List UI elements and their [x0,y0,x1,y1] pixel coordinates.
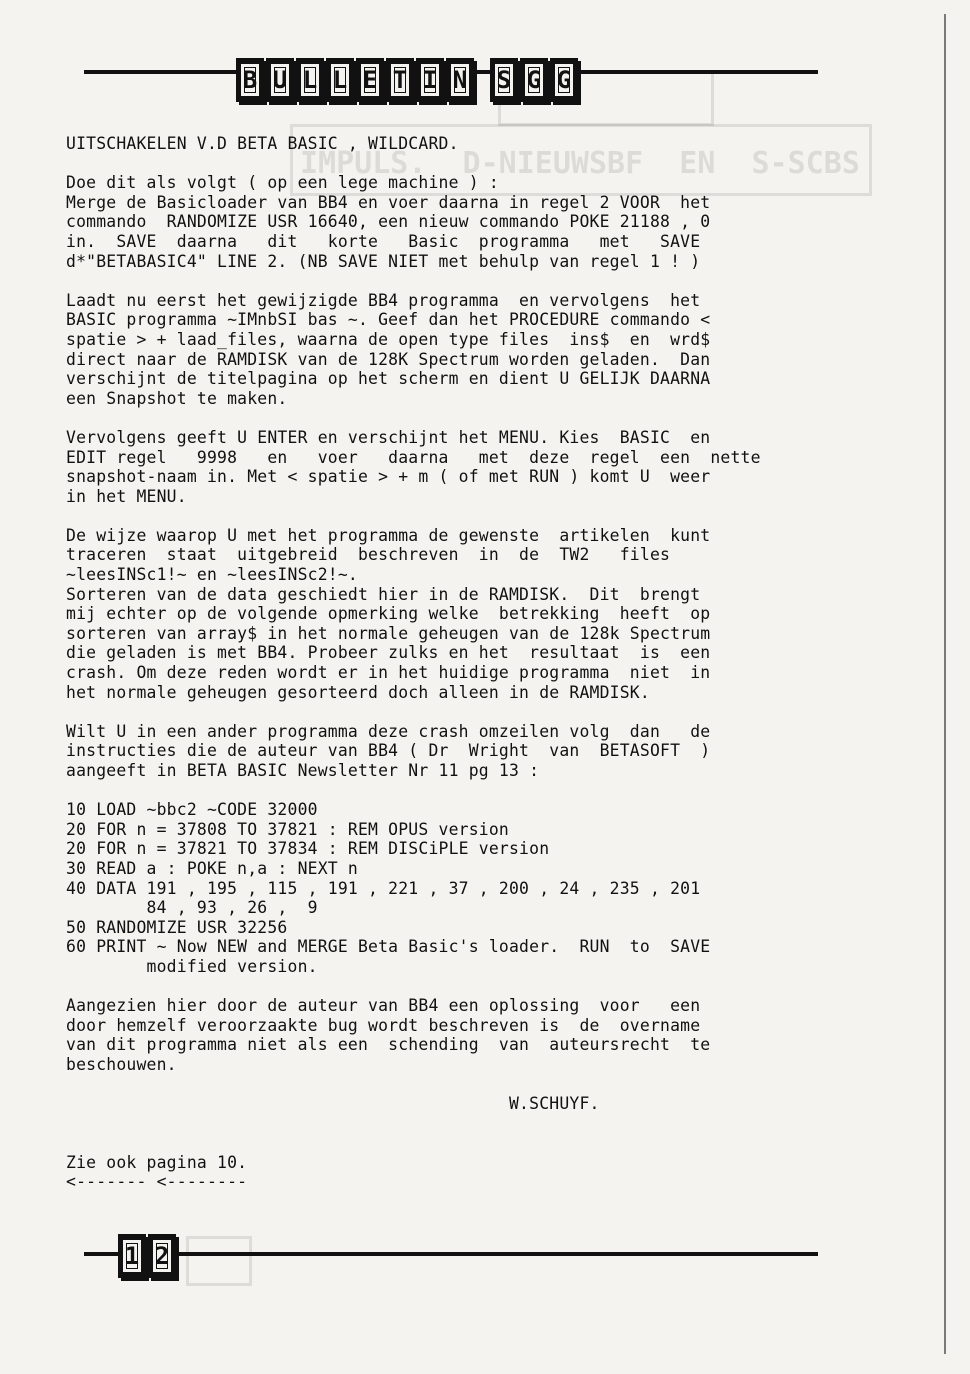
text-line: traceren staat uitgebreid beschreven in de TW2 files [66,545,671,565]
masthead-letter: S [490,58,518,102]
text-line [66,506,822,526]
text-line [66,1075,822,1095]
footer-rule [84,1252,818,1256]
text-line: aangeeft in BETA BASIC Newsletter Nr 11 pg 13 : [66,761,540,780]
text-line: direct naar de RAMDISK van de 128K Spectrum worden geladen. Dan [66,349,711,369]
text-line: mij echter op de volgende opmerking welke betrekking heeft op [66,604,711,624]
text-line: snapshot-naam in. Met < spatie > + m ( of met RUN ) komt U weer [66,467,711,487]
text-line: die geladen is met BB4. Probeer zulks en het resultaat is een [66,643,711,663]
text-line: modified version. [66,956,318,976]
text-line: 30 READ a : POKE n,a : NEXT n [66,858,358,878]
text-line [66,154,822,174]
text-line: 20 FOR n = 37808 TO 37821 : REM OPUS version [66,819,509,839]
text-line: Vervolgens geeft U ENTER en verschijnt het MENU. Kies BASIC en [66,427,711,447]
text-line: crash. Om deze reden wordt er in het huidige programma niet in [66,663,711,683]
text-line [66,1114,822,1134]
text-line: Wilt U in een ander programma deze crash omzeilen volg dan de [66,721,711,741]
page-digit: 2 [148,1234,176,1278]
masthead-letter: B [236,58,264,102]
article-body [66,134,822,1192]
text-line: BASIC programma ~IMnbSI bas ~. Geef dan het PROCEDURE commando < [66,310,711,330]
masthead-letter: G [550,58,578,102]
text-line: d*"BETABASIC4" LINE 2. (NB SAVE NIET met behulp van regel 1 ! ) [66,251,701,271]
text-line: EDIT regel 9998 en voer daarna met deze regel een nette [66,447,761,467]
text-line: <------- <-------- [66,1172,248,1192]
text-line: beschouwen. [66,1054,177,1074]
text-line: van dit programma niet als een schending van auteursrecht te [66,1035,711,1055]
text-line: spatie > + laad_files, waarna de open type files ins$ en wrd$ [66,329,711,349]
text-line: commando RANDOMIZE USR 16640, een nieuw commando POKE 21188 , 0 [66,212,711,232]
text-line: in. SAVE daarna dit korte Basic programma met SAVE [66,231,701,251]
bleed-through-footer [186,1236,252,1286]
text-line: ~leesINSc1!~ en ~leesINSc2!~. [66,565,358,585]
masthead-logo [236,58,578,102]
bleed-through-title: IMPULS. D-NIEUWSBF EN S-SCBS [300,146,860,181]
text-line [66,408,822,428]
text-line: Zie ook pagina 10. [66,1152,248,1172]
page-digit: 1 [118,1234,146,1278]
text-line [66,977,822,997]
text-line: 20 FOR n = 37821 TO 37834 : REM DISCiPLE version [66,839,550,859]
text-line: Laadt nu eerst het gewijzigde BB4 programma en vervolgens het [66,290,701,310]
text-line: sorteren van array$ in het normale geheugen van de 128k Spectrum [66,623,711,643]
text-line: Aangezien hier door de auteur van BB4 een oplossing voor een [66,996,701,1016]
text-line: door hemzelf veroorzaakte bug wordt beschreven is de overname [66,1015,701,1035]
text-line [66,271,822,291]
text-line: verschijnt de titelpagina op het scherm en dient U GELIJK DAARNA [66,369,711,389]
text-line: in het MENU. [66,486,187,506]
text-line: Doe dit als volgt ( op een lege machine ) : [66,173,499,193]
masthead-letter: E [356,58,384,102]
text-line: De wijze waarop U met het programma de gewenste artikelen kunt [66,525,711,545]
masthead-letter: L [296,58,324,102]
text-line: 40 DATA 191 , 195 , 115 , 191 , 221 , 37 , 200 , 24 , 235 , 201 [66,878,701,898]
page-edge-line [944,14,946,1354]
masthead-letter: L [326,58,354,102]
text-line: 10 LOAD ~bbc2 ~CODE 32000 [66,800,318,820]
masthead-letter: G [520,58,548,102]
page-number [118,1234,176,1278]
text-line: Sorteren van de data geschiedt hier in de RAMDISK. Dit brengt [66,584,701,604]
text-line: 84 , 93 , 26 , 9 [66,898,318,918]
masthead-letter: N [446,58,474,102]
text-line: Merge de Basicloader van BB4 en voer daarna in regel 2 VOOR het [66,192,711,212]
text-line [66,702,822,722]
text-line [66,781,822,801]
text-line: 50 RANDOMIZE USR 32256 [66,917,288,937]
text-line: instructies die de auteur van BB4 ( Dr Wright van BETASOFT ) [66,741,711,761]
text-line: W.SCHUYF. [66,1094,600,1114]
text-line: het normale geheugen gesorteerd doch alleen in de RAMDISK. [66,682,650,702]
text-line: 60 PRINT ~ Now NEW and MERGE Beta Basic's loader. RUN to SAVE [66,937,711,957]
masthead-letter: T [386,58,414,102]
text-line: UITSCHAKELEN V.D BETA BASIC , WILDCARD. [66,134,459,153]
text-line: een Snapshot te maken. [66,388,288,408]
masthead-letter: U [266,58,294,102]
masthead-letter: I [416,58,444,102]
text-line [66,1133,822,1153]
